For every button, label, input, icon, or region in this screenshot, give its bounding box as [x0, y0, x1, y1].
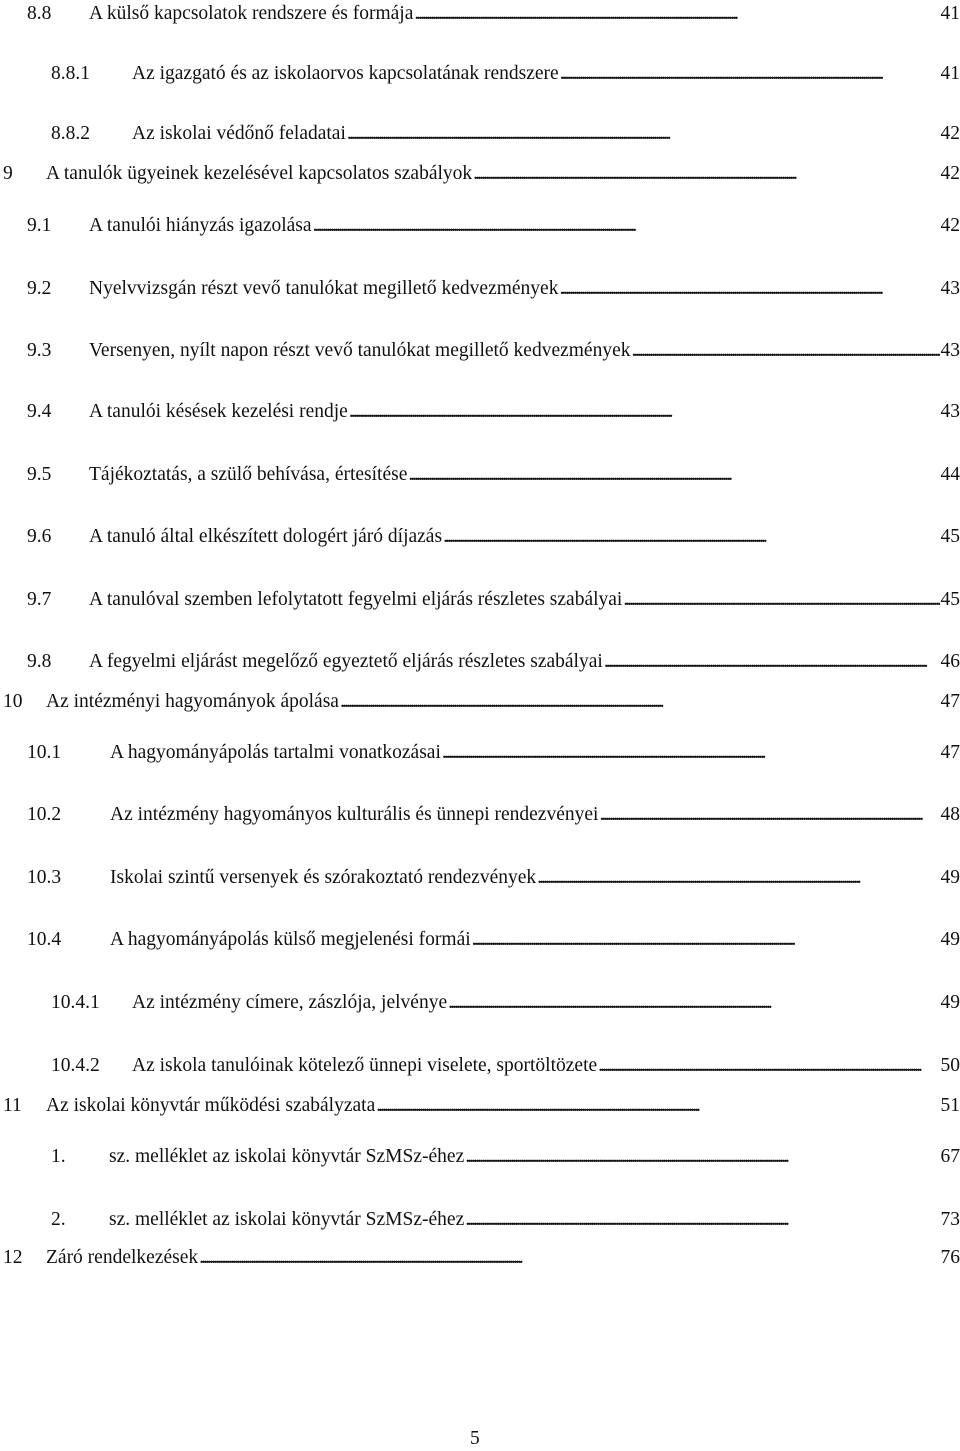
toc-dot-leader	[448, 989, 939, 1017]
toc-entry-title: sz. melléklet az iskolai könyvtár SzMSz-éhez	[109, 1146, 465, 1167]
toc-entry[interactable]	[27, 398, 960, 426]
toc-entry-title: A tanulóval szemben lefolytatott fegyelmi eljárás részletes szabályai	[89, 589, 623, 610]
toc-entry-title: Az intézményi hagyományok ápolása	[46, 691, 339, 712]
toc-entry[interactable]	[27, 461, 960, 489]
toc-entry-number: 1.	[51, 1146, 66, 1167]
toc-dot-leader	[465, 1206, 939, 1234]
toc-entry-title: A fegyelmi eljárást megelőző egyeztető eljárás részletes szabályai	[89, 651, 603, 672]
toc-entry-number: 9.4	[27, 401, 52, 422]
toc-entry-number: 10.2	[27, 804, 62, 825]
toc-entry-title: A tanuló által elkészített dologért járó díjazás	[89, 526, 443, 547]
toc-entry-number: 9.3	[27, 340, 52, 361]
toc-entry[interactable]	[27, 926, 960, 954]
toc-entry-number: 11	[3, 1095, 22, 1116]
toc-entry[interactable]	[51, 1143, 960, 1171]
toc-entry-page: 42	[940, 163, 960, 184]
toc-dot-leader	[559, 275, 939, 303]
toc-dot-leader	[632, 337, 940, 365]
toc-dot-leader	[408, 461, 939, 489]
toc-entry-title: Záró rendelkezések	[46, 1247, 199, 1268]
toc-entry-number: 8.8.1	[51, 63, 90, 84]
toc-dot-leader	[376, 1092, 939, 1120]
toc-dot-leader	[604, 648, 940, 676]
toc-entry-page: 45	[940, 526, 960, 547]
toc-dot-leader	[340, 688, 940, 716]
toc-entry-number: 9.6	[27, 526, 52, 547]
toc-dot-leader	[598, 1052, 939, 1080]
toc-entry-title: Nyelvvizsgán részt vevő tanulókat megillető kedvezmények	[89, 278, 559, 299]
toc-entry-page: 51	[940, 1095, 960, 1116]
toc-entry-page: 41	[940, 63, 960, 84]
toc-entry[interactable]	[27, 586, 960, 614]
toc-entry-page: 43	[940, 401, 960, 422]
toc-entry-page: 42	[940, 123, 960, 144]
toc-dot-leader	[347, 120, 940, 148]
toc-dot-leader	[443, 523, 939, 551]
toc-entry[interactable]	[3, 1244, 960, 1272]
toc-entry[interactable]	[3, 1092, 960, 1120]
toc-entry-number: 9.2	[27, 278, 52, 299]
toc-entry-title: Versenyen, nyílt napon részt vevő tanulókat megillető kedvezmények	[89, 340, 631, 361]
toc-dot-leader	[414, 0, 939, 28]
toc-entry[interactable]	[51, 1052, 960, 1080]
toc-entry-page: 47	[940, 742, 960, 763]
toc-entry[interactable]	[27, 275, 960, 303]
toc-entry-page: 49	[940, 992, 960, 1013]
toc-entry-number: 9	[3, 163, 13, 184]
toc-entry-page: 48	[940, 804, 960, 825]
toc-entry-number: 10.1	[27, 742, 62, 763]
toc-entry-title: A tanulói hiányzás igazolása	[89, 215, 312, 236]
toc-entry[interactable]	[27, 864, 960, 892]
toc-entry-title: A hagyományápolás tartalmi vonatkozásai	[110, 742, 441, 763]
toc-entry[interactable]	[27, 739, 960, 767]
toc-entry[interactable]	[3, 160, 960, 188]
toc-entry-number: 12	[3, 1247, 23, 1268]
toc-entry-page: 50	[940, 1055, 960, 1076]
toc-entry-title: A tanulók ügyeinek kezelésével kapcsolatos szabályok	[46, 163, 473, 184]
toc-dot-leader	[537, 864, 939, 892]
toc-entry-title: Tájékoztatás, a szülő behívása, értesítése	[89, 464, 408, 485]
toc-entry-title: A külső kapcsolatok rendszere és formája	[89, 3, 414, 24]
toc-entry-number: 10.4	[27, 929, 62, 950]
toc-entry-page: 43	[940, 278, 960, 299]
toc-dot-leader	[313, 212, 940, 240]
toc-dot-leader	[473, 160, 939, 188]
toc-entry-number: 10.3	[27, 867, 62, 888]
toc-dot-leader	[442, 739, 940, 767]
page-number: 5	[470, 1428, 480, 1449]
toc-dot-leader	[349, 398, 940, 426]
toc-entry-number: 10.4.2	[51, 1055, 100, 1076]
toc-entry-page: 76	[940, 1247, 960, 1268]
toc-entry[interactable]	[51, 1206, 960, 1234]
toc-entry-page: 49	[940, 929, 960, 950]
toc-entry-title: Az intézmény hagyományos kulturális és ünnepi rendezvényei	[110, 804, 599, 825]
toc-entry[interactable]	[51, 989, 960, 1017]
toc-entry-page: 44	[940, 464, 960, 485]
toc-entry-page: 49	[940, 867, 960, 888]
toc-entry-page: 47	[940, 691, 960, 712]
toc-entry-title: Iskolai szintű versenyek és szórakoztató rendezvények	[110, 867, 537, 888]
toc-entry[interactable]	[3, 688, 960, 716]
toc-entry[interactable]	[27, 0, 960, 28]
toc-dot-leader	[599, 801, 939, 829]
toc-entry-number: 8.8	[27, 3, 52, 24]
toc-dot-leader	[199, 1244, 939, 1272]
toc-entry-title: A hagyományápolás külső megjelenési formái	[110, 929, 471, 950]
toc-entry-number: 9.1	[27, 215, 52, 236]
toc-dot-leader	[623, 586, 939, 614]
toc-entry-number: 10.4.1	[51, 992, 100, 1013]
toc-entry[interactable]	[51, 120, 960, 148]
toc-entry-number: 9.7	[27, 589, 52, 610]
toc-entry[interactable]	[27, 801, 960, 829]
toc-dot-leader	[472, 926, 940, 954]
toc-entry[interactable]	[51, 60, 960, 88]
toc-entry-number: 8.8.2	[51, 123, 90, 144]
toc-entry-title: Az iskolai védőnő feladatai	[132, 123, 346, 144]
toc-entry-title: sz. melléklet az iskolai könyvtár SzMSz-éhez	[109, 1209, 465, 1230]
toc-entry-page: 46	[940, 651, 960, 672]
toc-entry-page: 42	[940, 215, 960, 236]
toc-entry-title: Az igazgató és az iskolaorvos kapcsolatának rendszere	[132, 63, 559, 84]
toc-entry-number: 2.	[51, 1209, 66, 1230]
toc-entry-page: 73	[940, 1209, 960, 1230]
toc-entry-number: 9.5	[27, 464, 52, 485]
toc-entry-page: 41	[940, 3, 960, 24]
toc-entry-title: Az iskolai könyvtár működési szabályzata	[46, 1095, 376, 1116]
toc-entry-page: 45	[940, 589, 960, 610]
toc-entry-page: 67	[940, 1146, 960, 1167]
toc-entry-page: 43	[940, 340, 960, 361]
toc-entry-title: Az iskola tanulóinak kötelező ünnepi viselete, sportöltözete	[132, 1055, 598, 1076]
toc-entry-number: 10	[3, 691, 23, 712]
toc-entry[interactable]	[27, 337, 960, 365]
toc-entry-title: Az intézmény címere, zászlója, jelvénye	[132, 992, 448, 1013]
toc-entry[interactable]	[27, 648, 960, 676]
toc-dot-leader	[560, 60, 940, 88]
toc-entry[interactable]	[27, 523, 960, 551]
toc-dot-leader	[465, 1143, 939, 1171]
toc-entry[interactable]	[27, 212, 960, 240]
toc-entry-number: 9.8	[27, 651, 52, 672]
toc-entry-title: A tanulói késések kezelési rendje	[89, 401, 348, 422]
